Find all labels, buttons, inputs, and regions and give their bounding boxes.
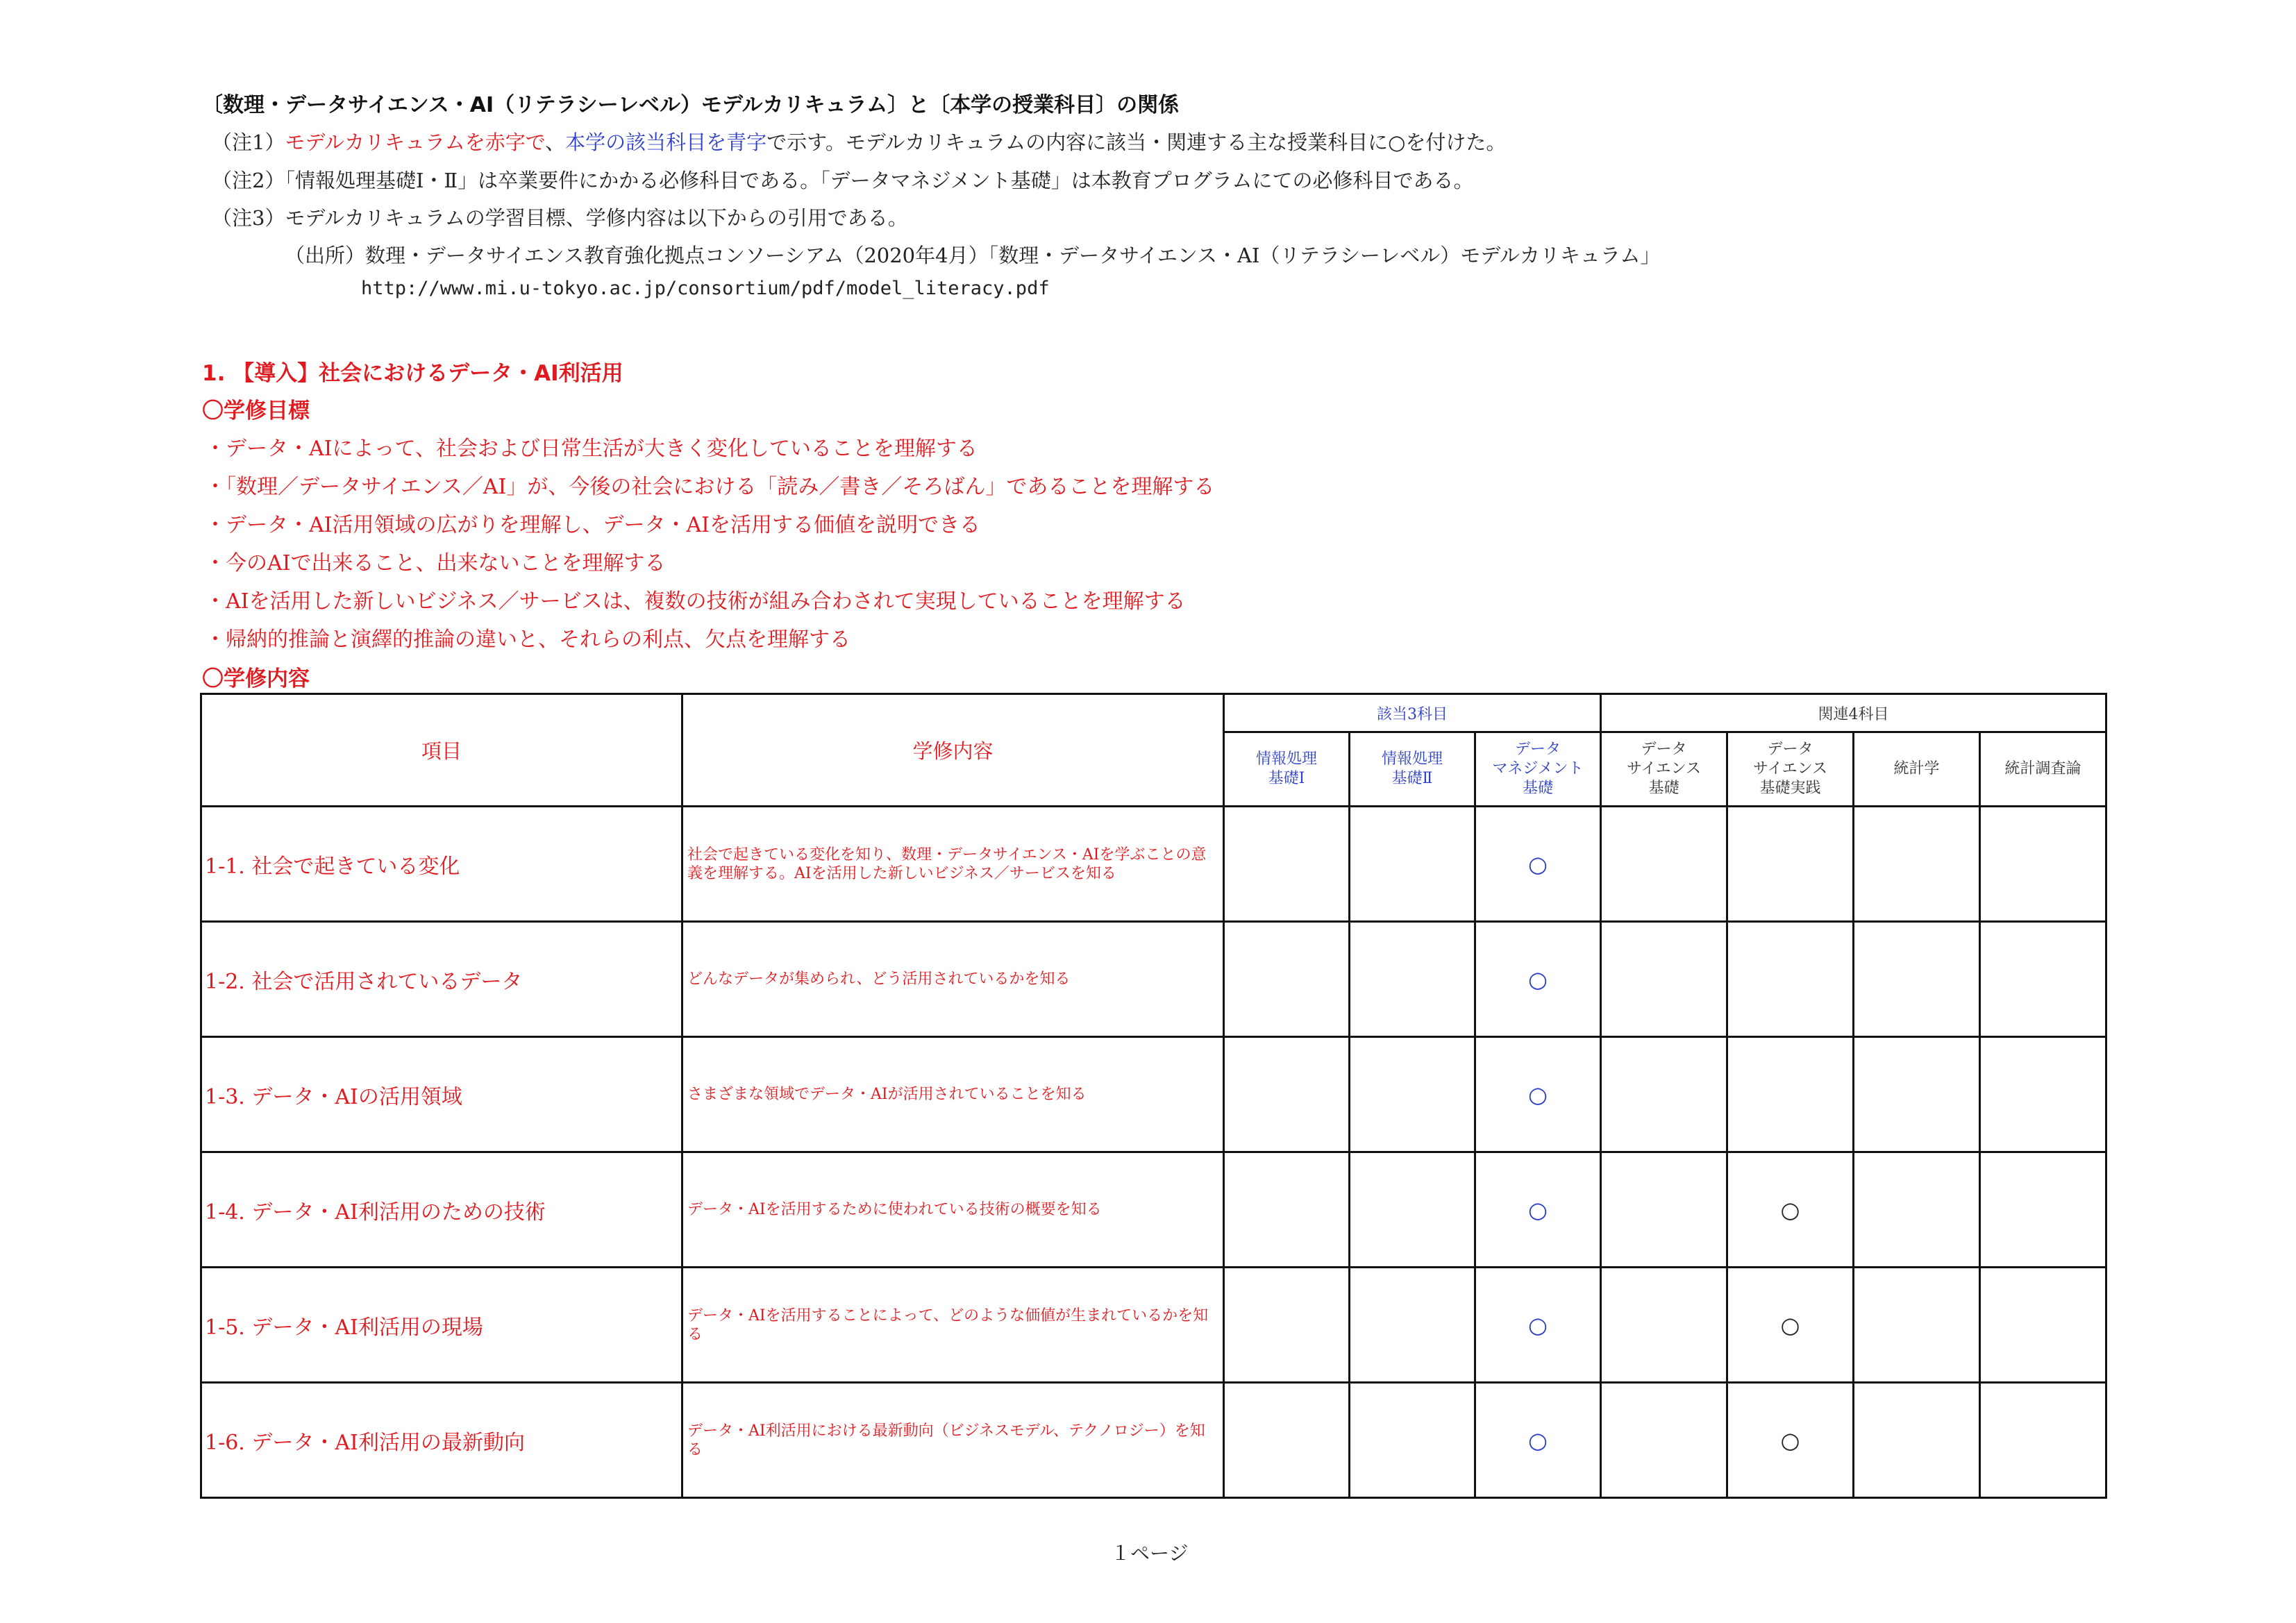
goal-item: ・今のAIで出来ること、出来ないことを理解する: [205, 551, 666, 575]
mark-cell: ○: [1727, 1152, 1854, 1268]
mark-cell: [1980, 922, 2106, 1037]
goal-item: ・データ・AIによって、社会および日常生活が大きく変化していることを理解する: [205, 437, 978, 461]
mark-cell: [1224, 1268, 1350, 1383]
mark-cell: [1224, 1383, 1350, 1498]
mark-cell: [1727, 1037, 1854, 1152]
column-header-item: 項目: [201, 694, 682, 807]
row-content: データ・AIを活用するために使われている技術の概要を知る: [682, 1152, 1224, 1268]
group-header-applicable: 該当3科目: [1224, 694, 1601, 732]
mark-cell: [1854, 1268, 1980, 1383]
mark-cell: [1854, 1383, 1980, 1498]
section-heading: 1. 【導入】社会におけるデータ・AI利活用: [202, 361, 623, 386]
subject-header: [1854, 732, 1980, 807]
subject-name: データ サイエンス 基礎: [1627, 741, 1701, 797]
subject-header: [1601, 732, 1727, 807]
note-1-rest: で示す。モデルカリキュラムの内容に該当・関連する主な授業科目に○を付けた。: [766, 131, 1507, 154]
mark-cell: [1980, 1037, 2106, 1152]
mark-cell: [1854, 1037, 1980, 1152]
document-title: 〔数理・データサイエンス・AI（リテラシーレベル）モデルカリキュラム〕と〔本学の授業科目〕の関係: [202, 93, 1180, 117]
table-body: [201, 807, 2106, 1498]
mark-cell: [1350, 922, 1475, 1037]
subject-name: データ マネジメント 基礎: [1492, 741, 1584, 797]
mark-cell: [1601, 1037, 1727, 1152]
mark-cell: [1350, 1037, 1475, 1152]
group-header-related: 関連4科目: [1601, 694, 2106, 732]
row-item: 1-3. データ・AIの活用領域: [201, 1037, 682, 1152]
goals-heading: 〇学修目標: [202, 398, 310, 423]
table-row: [201, 1037, 2106, 1152]
mark-cell: ○: [1475, 1268, 1601, 1383]
mark-cell: [1854, 1152, 1980, 1268]
note-2: （注2）「情報処理基礎Ⅰ・Ⅱ」は卒業要件にかかる必修科目である。「データマネジメント基礎」は本教育プログラムにての必修科目である。: [212, 169, 1474, 192]
mark-cell: ○: [1727, 1268, 1854, 1383]
table-row: [201, 1383, 2106, 1498]
mark-cell: [1350, 1268, 1475, 1383]
row-item: 1-1. 社会で起きている変化: [201, 807, 682, 922]
mark-cell: [1224, 1152, 1350, 1268]
table-row: [201, 1268, 2106, 1383]
row-content: データ・AI利活用における最新動向（ビジネスモデル、テクノロジー）を知る: [682, 1383, 1224, 1498]
note-1-mid: 、: [545, 131, 566, 154]
source-citation: （出所）数理・データサイエンス教育強化拠点コンソーシアム（2020年4月）「数理・データサイエンス・AI（リテラシーレベル）モデルカリキュラム」: [285, 244, 1661, 267]
note-3: （注3）モデルカリキュラムの学習目標、学修内容は以下からの引用である。: [212, 206, 908, 230]
mark-cell: [1601, 1152, 1727, 1268]
goal-item: ・「数理／データサイエンス／AI」が、今後の社会における「読み／書き／そろばん」であることを理解する: [205, 475, 1215, 499]
mark-cell: ○: [1475, 1152, 1601, 1268]
mark-cell: [1350, 1152, 1475, 1268]
row-content: さまざまな領域でデータ・AIが活用されていることを知る: [682, 1037, 1224, 1152]
mark-cell: ○: [1727, 1383, 1854, 1498]
page-number: １ページ: [1111, 1542, 1189, 1565]
curriculum-table: [200, 693, 2107, 1499]
mark-cell: ○: [1475, 922, 1601, 1037]
subject-name: 統計学: [1893, 760, 1940, 777]
mark-cell: [1601, 807, 1727, 922]
mark-cell: ○: [1475, 1037, 1601, 1152]
row-content: どんなデータが集められ、どう活用されているかを知る: [682, 922, 1224, 1037]
content-heading: 〇学修内容: [202, 666, 310, 691]
row-item: 1-2. 社会で活用されているデータ: [201, 922, 682, 1037]
mark-cell: [1727, 922, 1854, 1037]
mark-cell: [1601, 1383, 1727, 1498]
table-row: [201, 922, 2106, 1037]
row-item: 1-5. データ・AI利活用の現場: [201, 1268, 682, 1383]
goal-item: ・AIを活用した新しいビジネス／サービスは、複数の技術が組み合わされて実現していることを理解する: [205, 589, 1186, 614]
mark-cell: [1224, 807, 1350, 922]
table-row: [201, 807, 2106, 922]
mark-cell: ○: [1475, 807, 1601, 922]
row-content: 社会で起きている変化を知り、数理・データサイエンス・AIを学ぶことの意義を理解する。AIを活用した新しいビジネス／サービスを知る: [682, 807, 1224, 922]
subject-header: [1350, 732, 1475, 807]
goal-item: ・帰納的推論と演繹的推論の違いと、それらの利点、欠点を理解する: [205, 628, 850, 652]
mark-cell: [1980, 1383, 2106, 1498]
mark-cell: [1727, 807, 1854, 922]
mark-cell: [1980, 1268, 2106, 1383]
row-item: 1-4. データ・AI利活用のための技術: [201, 1152, 682, 1268]
goal-item: ・データ・AI活用領域の広がりを理解し、データ・AIを活用する価値を説明できる: [205, 513, 981, 537]
mark-cell: [1980, 1152, 2106, 1268]
mark-cell: [1854, 922, 1980, 1037]
subject-name: 統計調査論: [2004, 760, 2081, 777]
subject-name: 情報処理 基礎Ⅰ: [1255, 750, 1317, 787]
subject-header: [1727, 732, 1854, 807]
subject-name: データ サイエンス 基礎実践: [1753, 741, 1827, 797]
column-header-content: 学修内容: [682, 694, 1224, 807]
note-1-prefix: （注1）: [212, 131, 285, 154]
mark-cell: [1350, 1383, 1475, 1498]
mark-cell: [1980, 807, 2106, 922]
subject-name: 情報処理 基礎Ⅱ: [1381, 750, 1443, 787]
row-content: データ・AIを活用することによって、どのような価値が生まれているかを知る: [682, 1268, 1224, 1383]
row-item: 1-6. データ・AI利活用の最新動向: [201, 1383, 682, 1498]
mark-cell: [1601, 1268, 1727, 1383]
subject-header: [1224, 732, 1350, 807]
mark-cell: [1601, 922, 1727, 1037]
subject-header: [1980, 732, 2106, 807]
mark-cell: [1350, 807, 1475, 922]
mark-cell: [1854, 807, 1980, 922]
source-url: http://www.mi.u-tokyo.ac.jp/consortium/pdf/model_literacy.pdf: [361, 278, 1050, 299]
mark-cell: [1224, 922, 1350, 1037]
mark-cell: [1224, 1037, 1350, 1152]
subject-header: [1475, 732, 1601, 807]
table-row: [201, 1152, 2106, 1268]
note-1-blue-text: 本学の該当科目を青字: [565, 131, 767, 154]
note-1-red-text: モデルカリキュラムを赤字で: [285, 131, 546, 154]
note-1: [212, 127, 1506, 155]
mark-cell: ○: [1475, 1383, 1601, 1498]
